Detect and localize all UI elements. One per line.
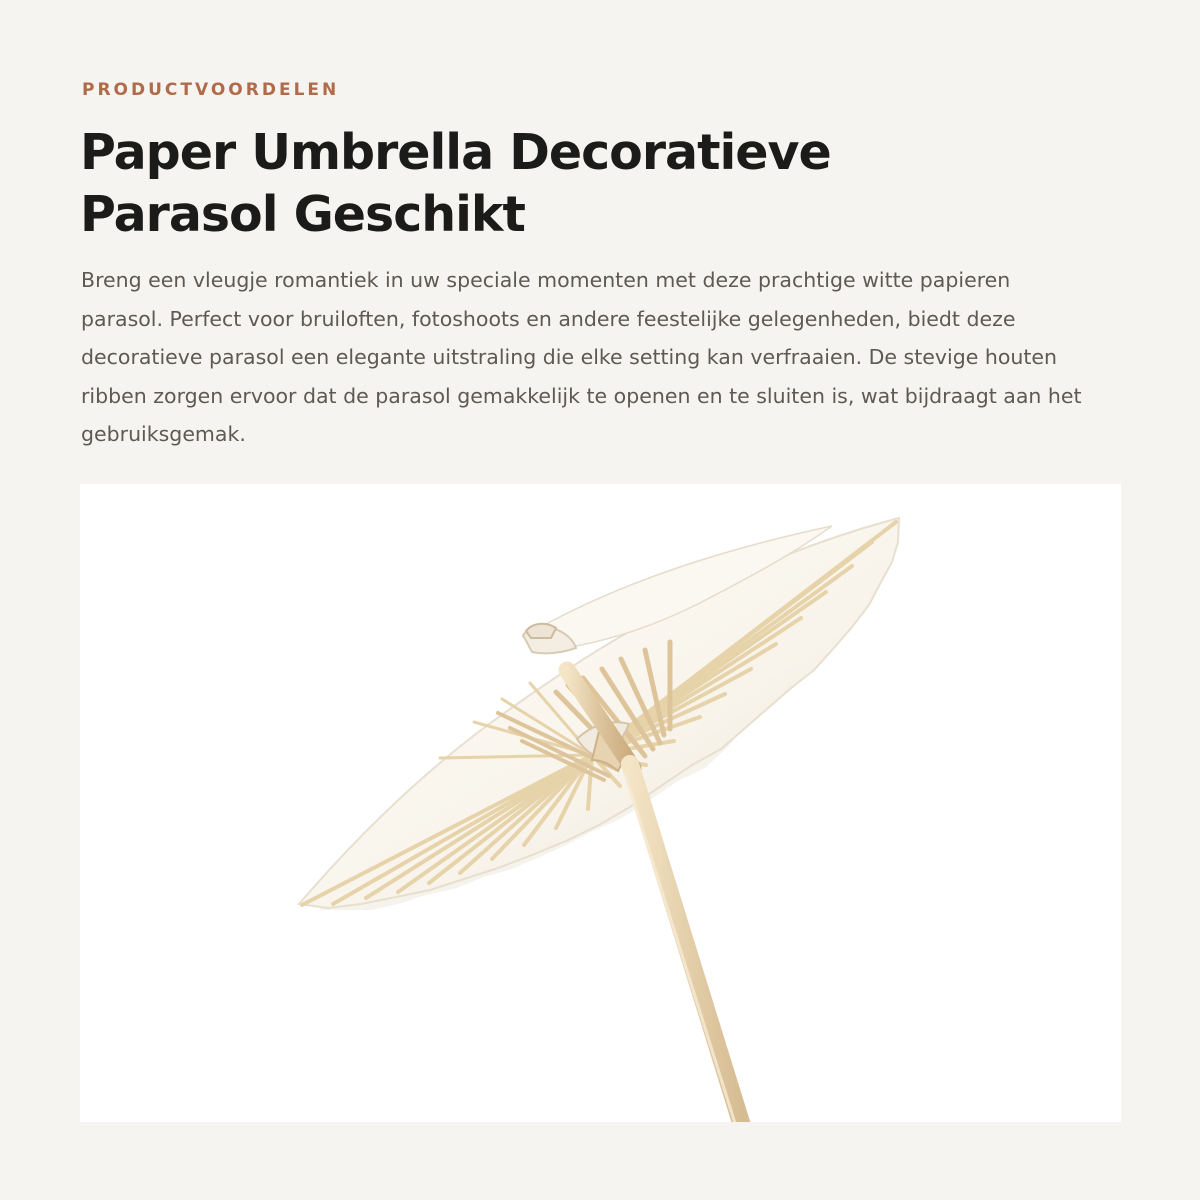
paper-parasol-image <box>80 484 1121 1122</box>
parasol-top-knob <box>526 624 556 638</box>
product-title-line-1: Paper Umbrella Decoratieve <box>80 124 831 181</box>
section-eyebrow: PRODUCTVOORDELEN <box>82 80 340 100</box>
product-description: Breng een vleugje romantiek in uw speciale momenten met deze prachtige witte papieren parasol. Perfect voor bruiloften, fotoshoots en andere feestelijke gelegenheden, biedt deze decoratieve parasol een elegante uitstraling die elke setting kan verfraaien. De stevige houten ribben zorgen ervoor dat de parasol gemakkelijk te openen en te sluiten is, wat bijdraagt aan het gebruiksgemak. <box>81 268 1082 446</box>
product-image-panel <box>80 484 1121 1122</box>
product-title-line-2: Parasol Geschikt <box>80 186 525 243</box>
product-title <box>80 122 1080 246</box>
